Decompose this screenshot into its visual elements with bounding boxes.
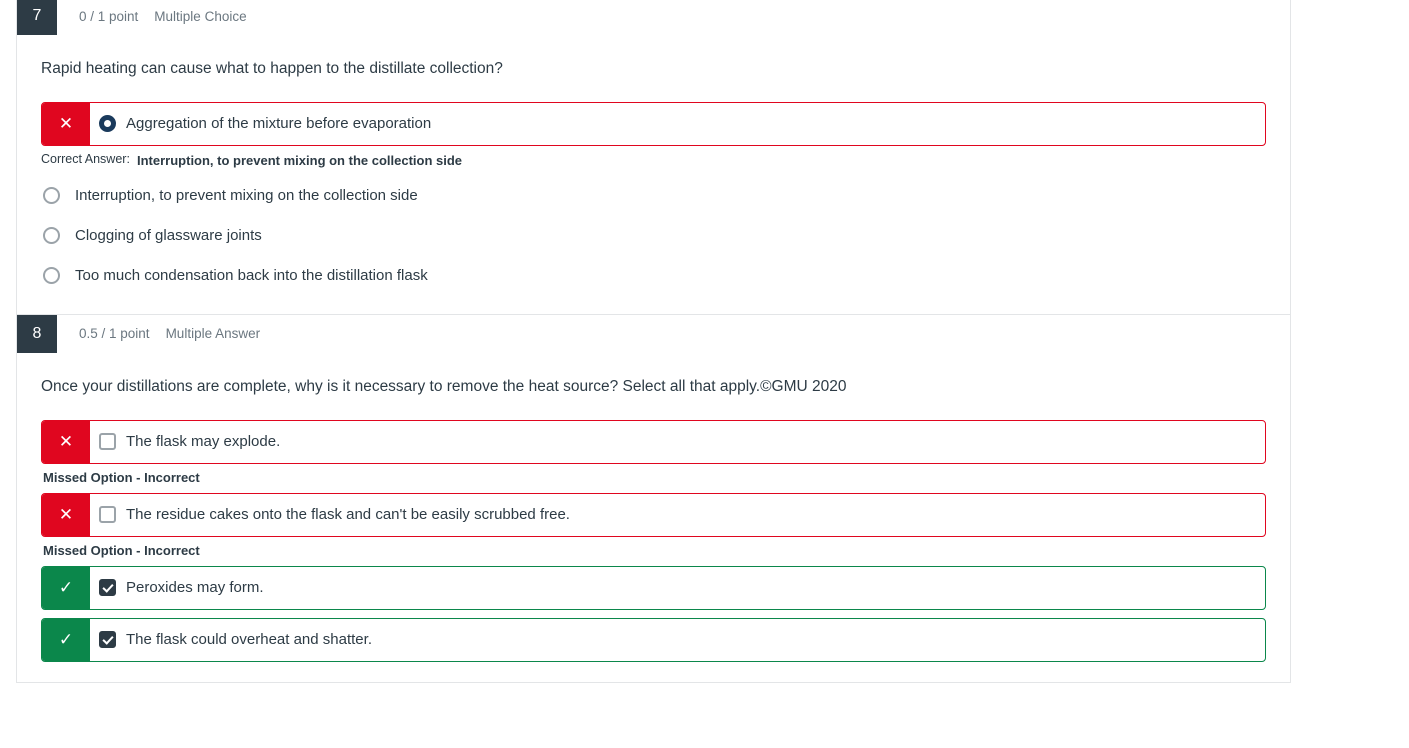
question-points-7: 0 / 1 point xyxy=(79,8,139,24)
question-block-7 xyxy=(17,0,1290,315)
checkbox-control[interactable] xyxy=(90,579,124,596)
checkbox-icon[interactable] xyxy=(99,433,116,450)
answer-option-label: Interruption, to prevent mixing on the collection side xyxy=(75,187,418,205)
question-block-8 xyxy=(17,315,1290,682)
answer-option-row[interactable] xyxy=(41,420,1266,464)
radio-control[interactable] xyxy=(42,187,73,204)
answer-option-label: Aggregation of the mixture before evaporation xyxy=(126,115,432,133)
answer-option-label: The residue cakes onto the flask and can't be easily scrubbed free. xyxy=(126,506,570,524)
checkbox-icon[interactable] xyxy=(99,631,116,648)
answer-option-label: Too much condensation back into the distillation flask xyxy=(75,267,428,285)
question-header-7 xyxy=(17,0,1290,35)
correct-icon: ✓ xyxy=(42,567,90,609)
checkbox-control[interactable] xyxy=(90,631,124,648)
correct-answer-value: Interruption, to prevent mixing on the collection side xyxy=(137,152,463,168)
radio-icon[interactable] xyxy=(43,227,60,244)
question-text-7: Rapid heating can cause what to happen to the distillate collection? xyxy=(41,60,503,77)
checkbox-control[interactable] xyxy=(90,433,124,450)
question-meta-8 xyxy=(79,326,260,341)
answer-option-row[interactable] xyxy=(41,618,1266,662)
question-number-8: 8 xyxy=(17,315,57,353)
answer-option-row[interactable] xyxy=(41,493,1266,537)
checkbox-control[interactable] xyxy=(90,506,124,523)
question-type-7: Multiple Choice xyxy=(154,8,247,24)
incorrect-icon: ✕ xyxy=(42,103,90,145)
answers-list-8 xyxy=(17,398,1290,682)
radio-icon[interactable] xyxy=(43,187,60,204)
radio-control[interactable] xyxy=(90,115,124,132)
question-meta-7 xyxy=(79,9,247,24)
question-header-8 xyxy=(17,315,1290,353)
radio-control[interactable] xyxy=(42,267,73,284)
question-text-8: Once your distillations are complete, why is it necessary to remove the heat source? Select all that apply.©GMU 2020 xyxy=(41,377,847,395)
correct-answer-row xyxy=(41,152,1266,168)
radio-icon[interactable] xyxy=(43,267,60,284)
answer-option-label: Peroxides may form. xyxy=(126,579,264,597)
answers-list-7 xyxy=(17,80,1290,314)
checkbox-icon[interactable] xyxy=(99,579,116,596)
answer-option-row[interactable] xyxy=(41,258,1266,294)
question-points-8: 0.5 / 1 point xyxy=(79,326,150,342)
answer-option-row[interactable] xyxy=(41,102,1266,146)
quiz-questions-container xyxy=(16,0,1291,683)
correct-answer-label: Correct Answer: xyxy=(41,151,130,166)
answer-option-row[interactable] xyxy=(41,218,1266,254)
question-number-7: 7 xyxy=(17,0,57,35)
correct-icon: ✓ xyxy=(42,619,90,661)
incorrect-icon: ✕ xyxy=(42,421,90,463)
checkbox-icon[interactable] xyxy=(99,506,116,523)
answer-option-label: The flask may explode. xyxy=(126,433,281,451)
answer-option-row[interactable] xyxy=(41,178,1266,214)
missed-option-note: Missed Option - Incorrect xyxy=(43,469,200,485)
answer-option-label: Clogging of glassware joints xyxy=(75,227,262,245)
radio-control[interactable] xyxy=(42,227,73,244)
question-type-8: Multiple Answer xyxy=(165,326,261,342)
answer-option-label: The flask could overheat and shatter. xyxy=(126,631,372,649)
answer-option-row[interactable] xyxy=(41,566,1266,610)
radio-icon[interactable] xyxy=(99,115,116,132)
incorrect-icon: ✕ xyxy=(42,494,90,536)
missed-option-note: Missed Option - Incorrect xyxy=(43,542,200,558)
